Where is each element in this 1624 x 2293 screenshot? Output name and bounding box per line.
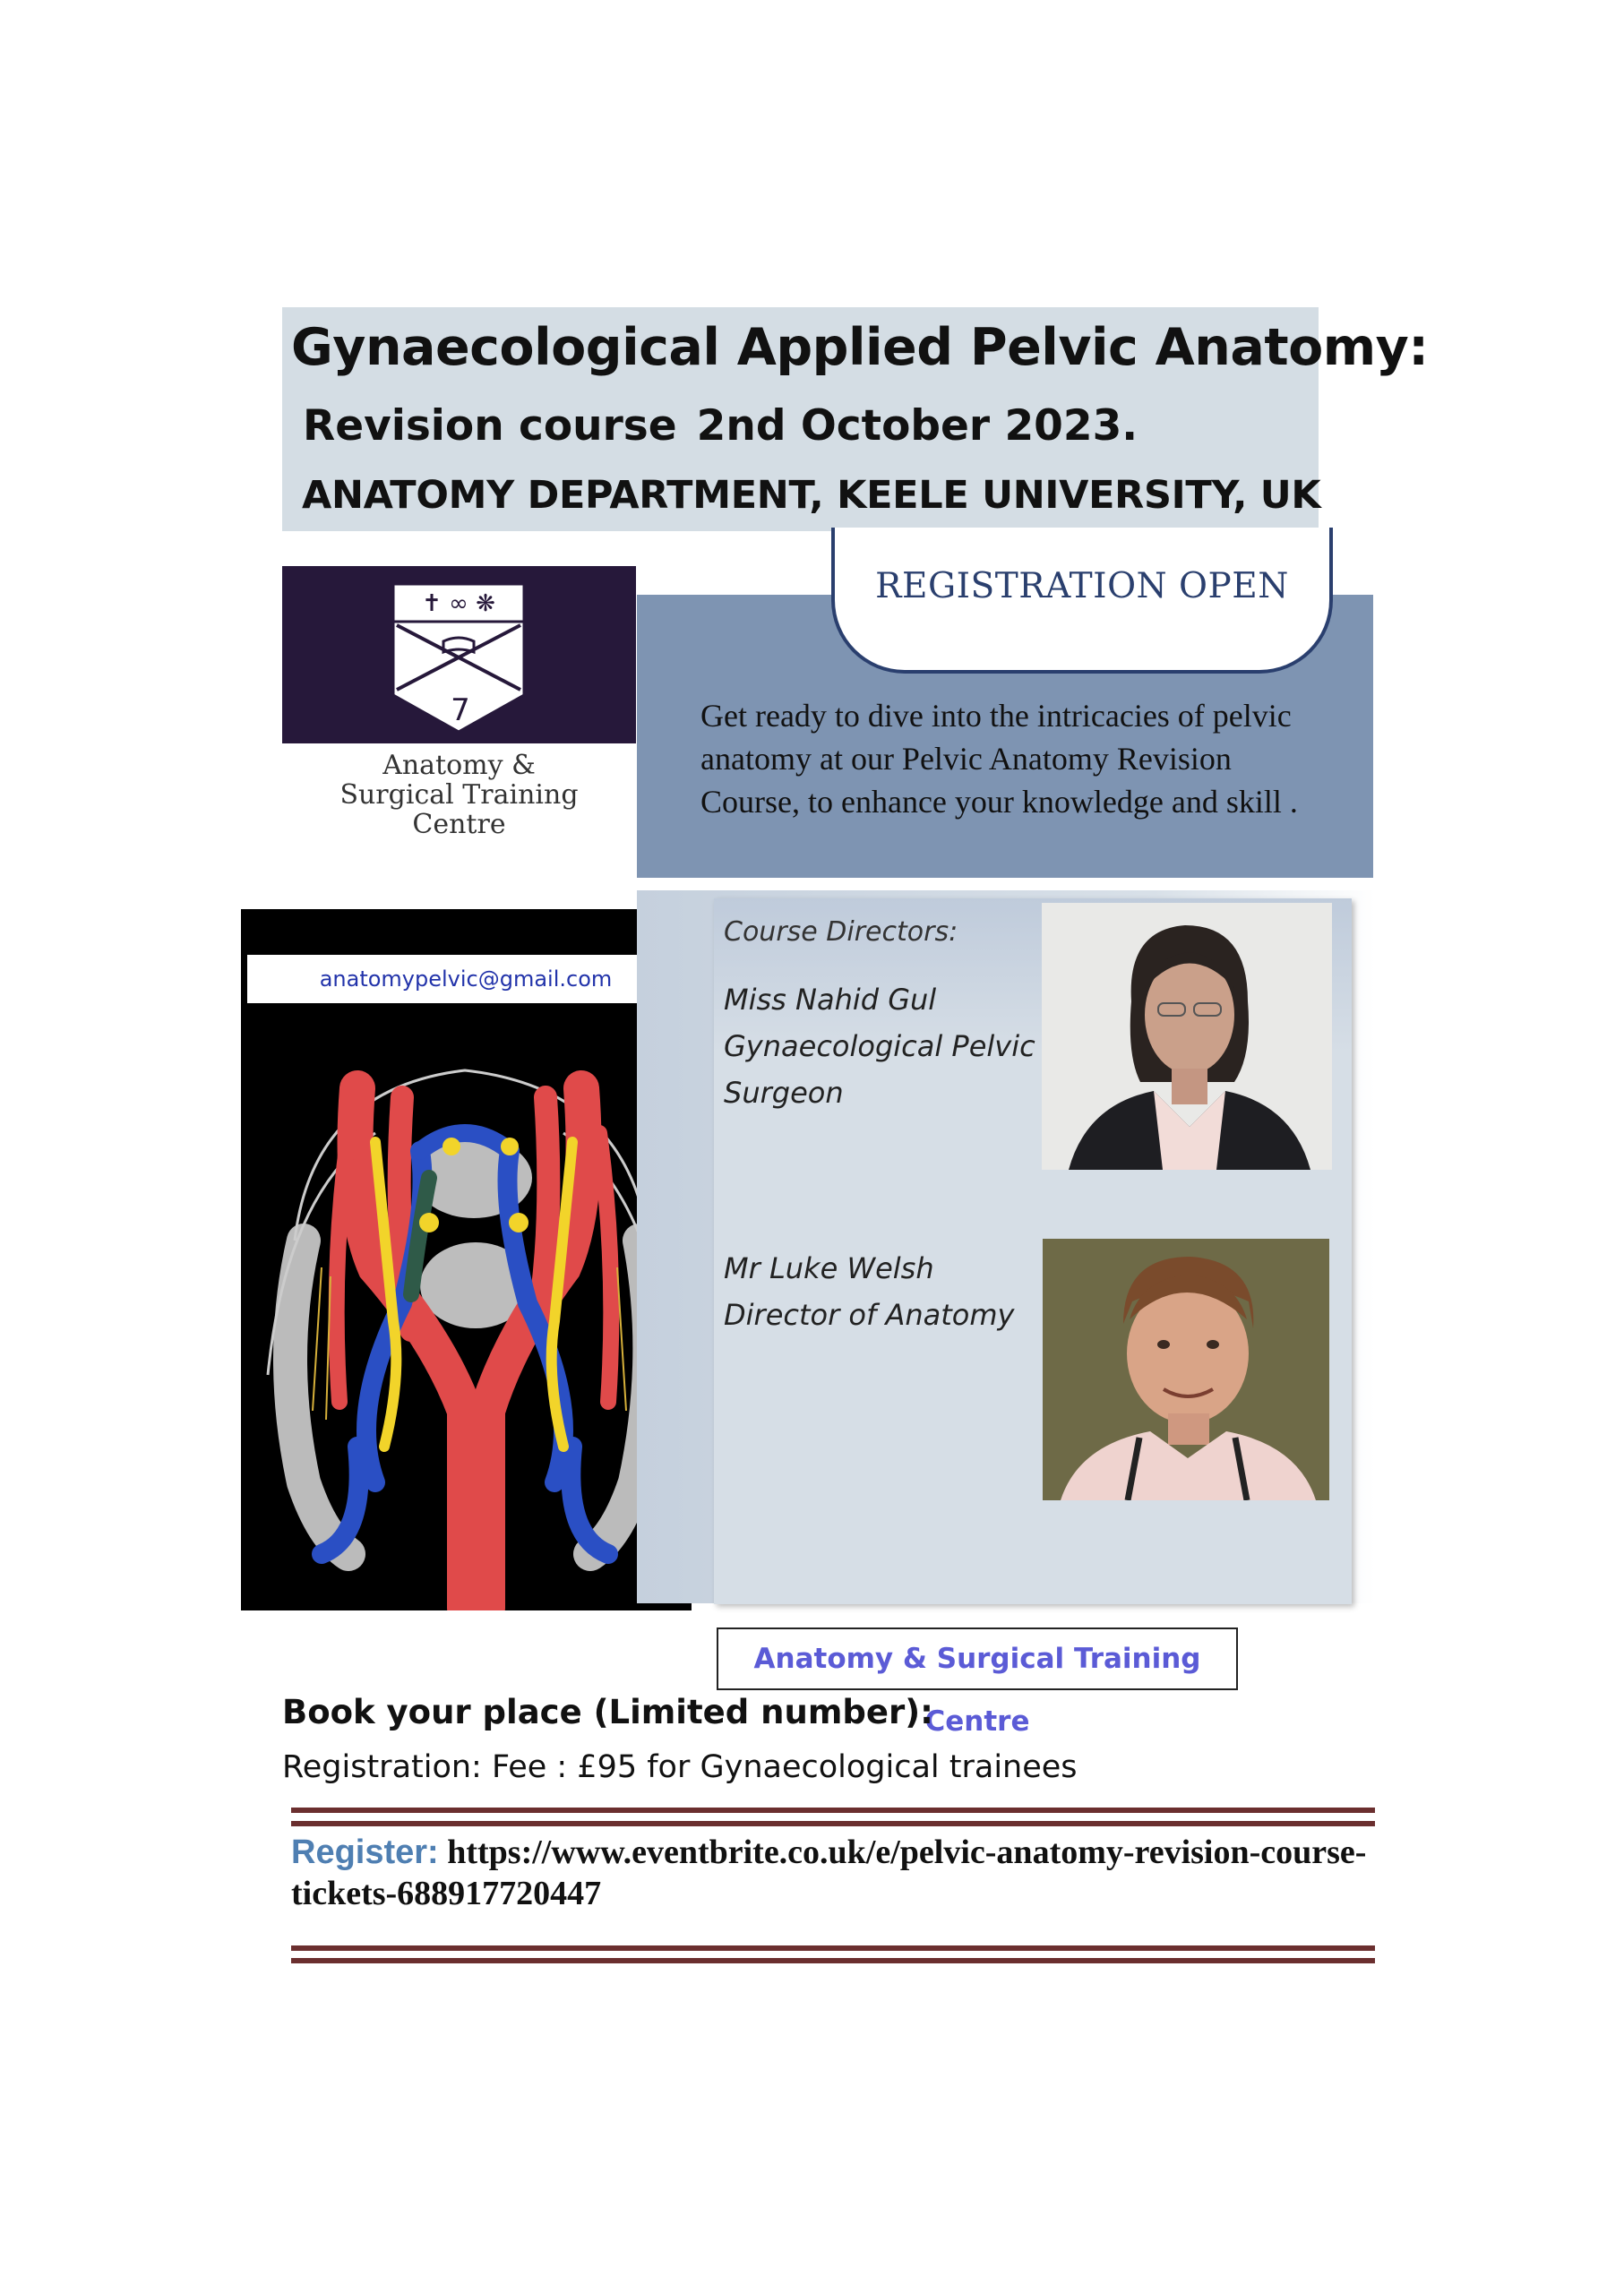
divider — [291, 1821, 1375, 1826]
director-role: Gynaecological Pelvic — [724, 1029, 1035, 1063]
shield-glyphs: ✝ ∞ ❋ — [422, 590, 495, 617]
course-type: Revision course — [303, 401, 677, 451]
divider — [291, 1945, 1375, 1951]
director-2-photo — [1043, 1239, 1329, 1500]
pelvis-drawing — [241, 909, 692, 1610]
logo-line: Centre — [412, 809, 506, 840]
director-role: Surgeon — [724, 1076, 844, 1110]
logo-line: Surgical Training — [339, 779, 579, 811]
divider — [291, 1808, 1375, 1813]
pelvic-anatomy-illustration — [241, 909, 692, 1610]
shield-icon — [282, 566, 636, 743]
logo-wordmark — [282, 751, 636, 839]
divider — [291, 1958, 1375, 1963]
director-2 — [724, 1245, 1014, 1338]
booking-title: Book your place (Limited number): — [282, 1693, 933, 1731]
director-name: Mr Luke Welsh — [724, 1251, 934, 1285]
centre-label: Anatomy & Surgical Training Centre — [753, 1643, 1201, 1738]
shield-numeral: 7 — [451, 692, 470, 728]
page-title: Gynaecological Applied Pelvic Anatomy: — [291, 318, 1429, 377]
course-subtitle — [303, 401, 1138, 451]
logo-line: Anatomy & — [382, 750, 536, 781]
director-name: Miss Nahid Gul — [724, 983, 937, 1017]
register-link[interactable]: https://www.eventbrite.co.uk/e/pelvic-anatomy-revision-course-tickets-688917720447 — [291, 1834, 1367, 1912]
contact-email[interactable]: anatomypelvic@gmail.com — [319, 966, 613, 992]
logo — [282, 566, 636, 743]
director-role: Director of Anatomy — [724, 1298, 1015, 1332]
register-block — [291, 1832, 1379, 1914]
department: ANATOMY DEPARTMENT, KEELE UNIVERSITY, UK — [302, 473, 1321, 518]
registration-badge-label: REGISTRATION OPEN — [875, 566, 1289, 606]
booking-fee: Registration: Fee : £95 for Gynaecological trainees — [282, 1749, 1078, 1785]
director-1-photo — [1042, 903, 1332, 1170]
directors-heading: Course Directors: — [724, 916, 958, 948]
register-label: Register: — [291, 1834, 439, 1871]
director-1 — [724, 976, 1035, 1116]
course-description: Get ready to dive into the intricacies of pelvic anatomy at our Pelvic Anatomy Revision Course, to enhance your knowledge and skill . — [700, 698, 1298, 820]
course-date: 2nd October 2023. — [696, 401, 1139, 451]
